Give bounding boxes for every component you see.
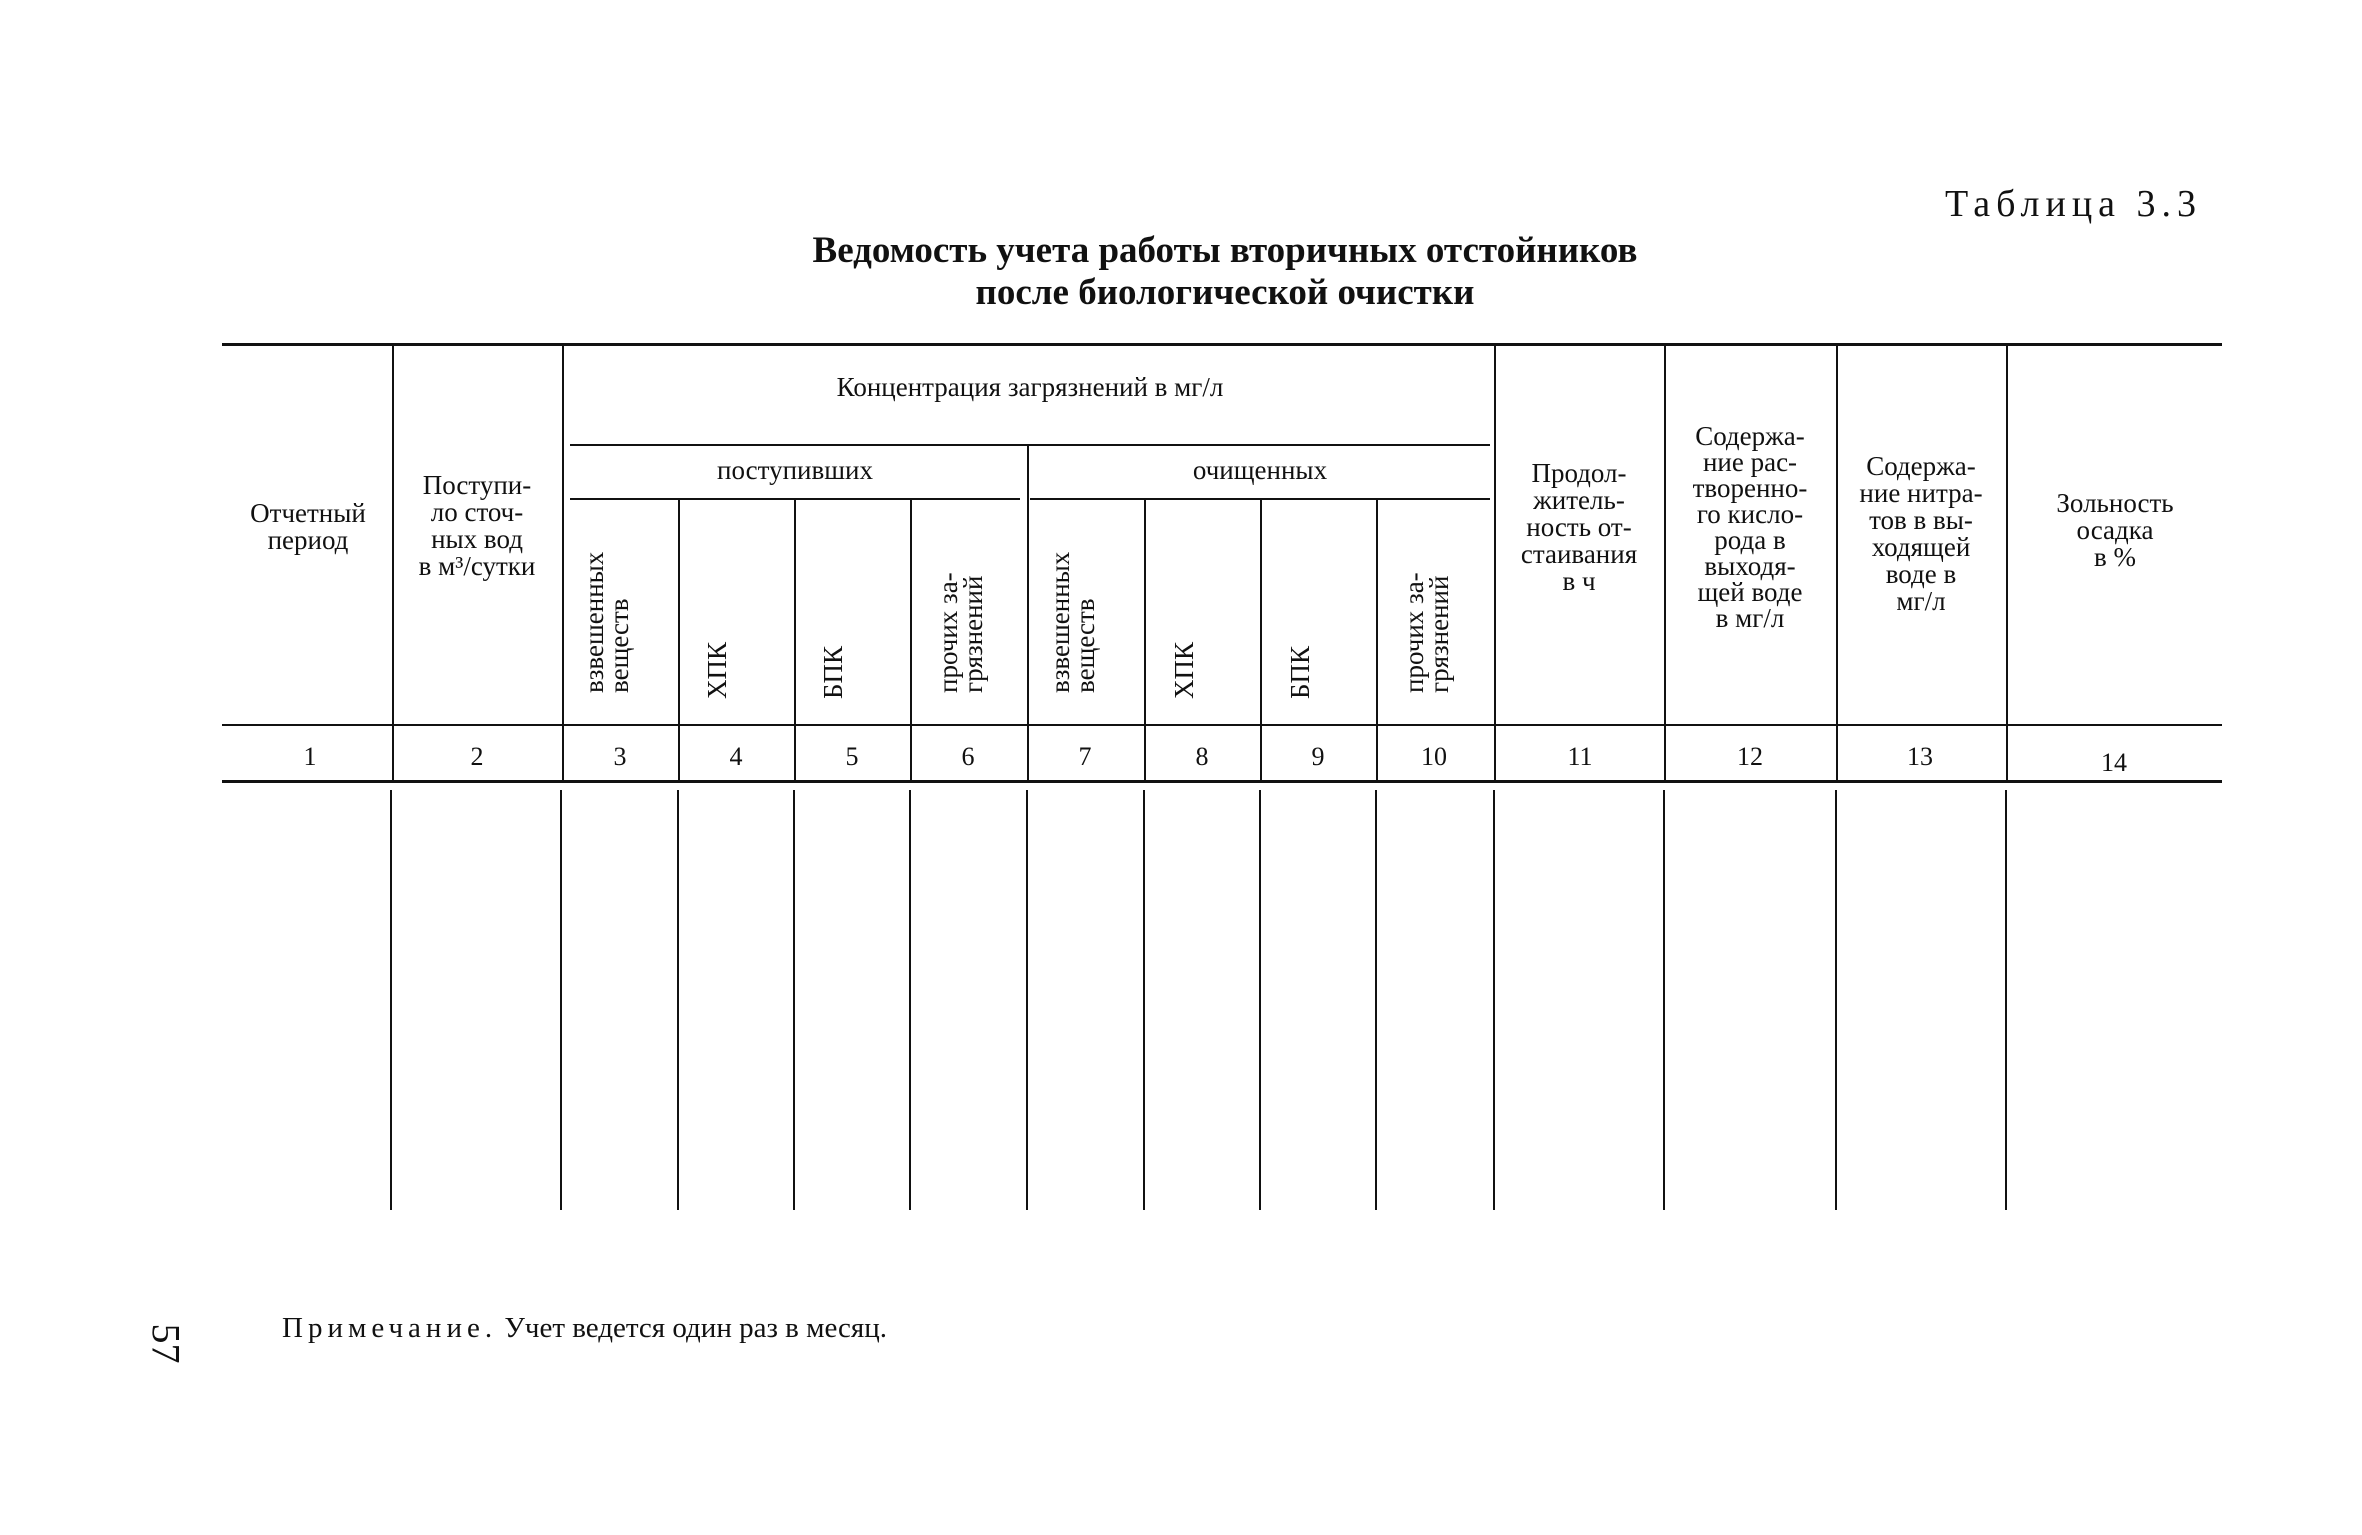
col-divider — [1494, 343, 1496, 780]
header-suspended-incoming: взвешенных веществ — [579, 551, 634, 693]
column-number: 11 — [1567, 742, 1593, 771]
numbers-bottom-rule — [222, 780, 2222, 783]
body-divider — [390, 790, 392, 1210]
header-ash: Зольность осадка в % — [2056, 488, 2174, 572]
col-divider — [1144, 498, 1146, 780]
column-number: 1 — [303, 742, 317, 771]
column-number: 10 — [1421, 742, 1447, 771]
column-number: 3 — [613, 742, 627, 771]
header-nitrates: Содержа- ние нитра- тов в вы- ходящей воде в мг/л — [1859, 451, 1983, 616]
body-divider — [1143, 790, 1145, 1210]
header-bottom-rule — [222, 724, 2222, 726]
header-cleaned: очищенных — [1192, 455, 1328, 485]
title-line-1: Ведомость учета работы вторичных отстойников — [812, 230, 1638, 271]
body-divider — [1663, 790, 1665, 1210]
header-bod-cleaned: БПК — [1285, 645, 1315, 699]
body-divider — [677, 790, 679, 1210]
title-line-2: после биологической очистки — [975, 272, 1475, 313]
col-divider — [562, 343, 564, 780]
footnote-text: Учет ведется один раз в месяц. — [504, 1312, 888, 1344]
col-divider — [910, 498, 912, 780]
header-oxygen: Содержа- ние рас- творенно- го кисло- рода в выходя- щей воде в мг/л — [1692, 421, 1808, 633]
footnote-label: Примечание. — [282, 1312, 498, 1344]
column-number: 2 — [470, 742, 484, 771]
column-number: 12 — [1737, 742, 1763, 771]
col-divider — [794, 498, 796, 780]
col-divider — [1664, 343, 1666, 780]
table-label: Таблица 3.3 — [1945, 183, 2203, 225]
column-number: 5 — [845, 742, 859, 771]
body-divider — [560, 790, 562, 1210]
header-cod-incoming: ХПК — [702, 641, 732, 699]
column-number: 13 — [1907, 742, 1933, 771]
header-duration: Продол- житель- ность от- стаивания в ч — [1520, 458, 1638, 596]
body-divider — [1493, 790, 1495, 1210]
header-concentration: Концентрация загрязнений в мг/л — [836, 372, 1224, 402]
body-divider — [1259, 790, 1261, 1210]
header-other-incoming: прочих за- грязнений — [933, 572, 988, 693]
header-other-cleaned: прочих за- грязнений — [1399, 572, 1454, 693]
column-number: 7 — [1078, 742, 1092, 771]
body-divider — [1375, 790, 1377, 1210]
table-top-rule — [222, 343, 2222, 346]
header-suspended-cleaned: взвешенных веществ — [1045, 551, 1100, 693]
col-divider — [1027, 444, 1029, 780]
body-divider — [909, 790, 911, 1210]
header-inflow: Поступи- ло сточ- ных вод в м³/сутки — [418, 470, 536, 581]
column-number: 9 — [1311, 742, 1325, 771]
col-divider — [678, 498, 680, 780]
table-title — [650, 230, 1800, 314]
col-divider — [1260, 498, 1262, 780]
body-divider — [1835, 790, 1837, 1210]
body-divider — [1026, 790, 1028, 1210]
column-number: 14 — [2101, 748, 2127, 777]
column-number: 8 — [1195, 742, 1209, 771]
col-divider — [1836, 343, 1838, 780]
concentration-rule — [570, 444, 1490, 446]
column-number: 4 — [729, 742, 743, 771]
header-period: Отчетный период — [250, 498, 366, 555]
col-divider — [1376, 498, 1378, 780]
body-divider — [793, 790, 795, 1210]
page-number: 57 — [143, 1323, 189, 1364]
header-cod-cleaned: ХПК — [1169, 641, 1199, 699]
footnote — [282, 1312, 887, 1345]
header-incoming: поступивших — [717, 455, 873, 485]
column-number: 6 — [961, 742, 975, 771]
body-divider — [2005, 790, 2007, 1210]
col-divider — [2006, 343, 2008, 780]
header-bod-incoming: БПК — [818, 645, 848, 699]
